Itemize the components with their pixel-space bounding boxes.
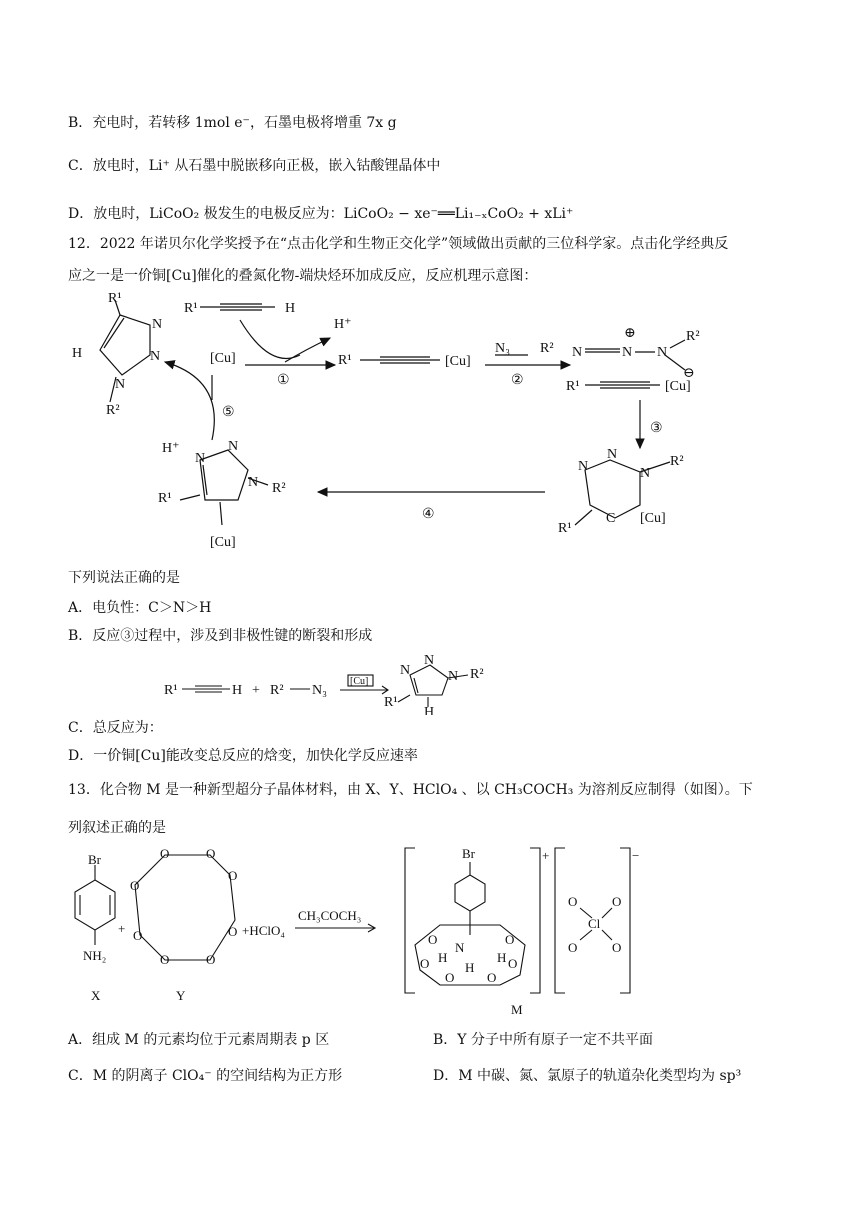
svg-text:R²: R²	[270, 683, 284, 698]
svg-text:H: H	[497, 950, 507, 965]
svg-text:Cl: Cl	[588, 916, 601, 931]
svg-text:H⁺: H⁺	[162, 441, 180, 456]
svg-text:N: N	[228, 439, 239, 454]
svg-text:N: N	[622, 345, 633, 360]
svg-text:C: C	[606, 511, 616, 526]
svg-text:−: −	[632, 848, 640, 863]
svg-text:R²: R²	[106, 403, 120, 418]
svg-text:H: H	[465, 960, 475, 975]
svg-text:①: ①	[277, 373, 290, 388]
svg-text:[Cu]: [Cu]	[210, 535, 236, 550]
svg-text:+HClO₄: +HClO₄	[242, 923, 285, 938]
svg-text:N: N	[657, 345, 668, 360]
q13-option-d: D．M 中碳、氮、氯原子的轨道杂化类型均为 sp³	[433, 1068, 742, 1084]
svg-text:N: N	[152, 317, 163, 332]
q13-option-c: C．M 的阴离子 ClO₄⁻ 的空间结构为正方形	[68, 1068, 343, 1084]
svg-text:H: H	[424, 705, 435, 715]
svg-text:O: O	[160, 952, 170, 967]
svg-text:④: ④	[422, 507, 435, 522]
q12-stem-line1: 12．2022 年诺贝尔化学奖授予在“点击化学和生物正交化学”领域做出贡献的三位科学家。点击化学经典反	[68, 236, 729, 252]
svg-text:O: O	[133, 928, 143, 943]
svg-text:NH₂: NH₂	[83, 948, 107, 963]
svg-text:O: O	[160, 846, 170, 861]
svg-text:N₃: N₃	[495, 341, 510, 356]
svg-text:+: +	[542, 848, 550, 863]
svg-text:O: O	[206, 952, 216, 967]
svg-text:O: O	[228, 924, 238, 939]
q12-question: 下列说法正确的是	[68, 570, 180, 586]
svg-text:O: O	[420, 956, 430, 971]
svg-text:N: N	[115, 377, 126, 392]
svg-text:Y: Y	[176, 988, 186, 1003]
svg-text:③: ③	[650, 421, 663, 436]
q11-option-b: B．充电时，若转移 1mol e⁻，石墨电极将增重 7x g	[68, 115, 397, 131]
svg-text:Br: Br	[88, 852, 101, 867]
svg-text:O: O	[612, 894, 622, 909]
svg-text:O: O	[228, 868, 238, 883]
svg-text:②: ②	[511, 373, 524, 388]
svg-text:+: +	[118, 921, 126, 936]
q13-stem-line1: 13．化合物 M 是一种新型超分子晶体材料，由 X、Y、HClO₄ 、以 CH₃COCH₃ 为溶剂反应制得（如图）。下	[68, 782, 753, 798]
svg-text:[Cu]: [Cu]	[445, 354, 471, 369]
svg-text:R¹: R¹	[566, 379, 580, 394]
svg-text:R²: R²	[686, 329, 700, 344]
svg-text:H⁺: H⁺	[334, 317, 352, 332]
svg-text:H: H	[285, 301, 296, 316]
svg-text:N: N	[578, 459, 589, 474]
svg-text:O: O	[612, 940, 622, 955]
svg-text:+: +	[252, 683, 260, 698]
svg-text:O: O	[445, 970, 455, 985]
svg-text:H: H	[232, 683, 243, 698]
svg-text:O: O	[428, 932, 438, 947]
q12-option-a: A．电负性：C＞N＞H	[68, 600, 212, 616]
svg-text:N: N	[640, 466, 651, 481]
svg-text:Br: Br	[462, 846, 475, 861]
svg-text:N: N	[455, 940, 465, 955]
svg-text:O: O	[130, 878, 140, 893]
svg-text:H: H	[438, 950, 448, 965]
svg-text:⑤: ⑤	[222, 405, 235, 420]
svg-text:X: X	[91, 988, 101, 1003]
q13-stem-line2: 列叙述正确的是	[68, 820, 166, 836]
svg-text:R²: R²	[670, 454, 684, 469]
svg-text:N: N	[448, 669, 459, 684]
q12-option-c: C．总反应为：	[68, 720, 163, 736]
svg-text:R¹: R¹	[108, 291, 122, 306]
svg-text:R¹: R¹	[338, 353, 352, 368]
svg-text:R²: R²	[470, 667, 484, 682]
svg-text:N: N	[572, 345, 583, 360]
svg-text:H: H	[72, 346, 83, 361]
svg-text:N: N	[607, 447, 618, 462]
svg-text:O: O	[568, 894, 578, 909]
svg-text:N: N	[248, 475, 259, 490]
svg-text:CH₃COCH₃: CH₃COCH₃	[298, 908, 362, 923]
svg-text:O: O	[505, 932, 515, 947]
svg-text:N₃: N₃	[312, 683, 327, 698]
svg-text:⊕: ⊕	[624, 326, 636, 341]
q11-option-d: D．放电时，LiCoO₂ 极发生的电极反应为：LiCoO₂ − xe⁻══Li₁₋ₓCoO₂ + xLi⁺	[68, 206, 574, 222]
q13-option-b: B．Y 分子中所有原子一定不共平面	[433, 1032, 653, 1048]
svg-text:O: O	[568, 940, 578, 955]
svg-text:R²: R²	[272, 481, 286, 496]
svg-text:[Cu]: [Cu]	[640, 511, 666, 526]
svg-text:⊖: ⊖	[683, 366, 695, 381]
svg-text:R¹: R¹	[164, 683, 178, 698]
svg-text:[Cu]: [Cu]	[210, 351, 236, 366]
svg-text:[Cu]: [Cu]	[665, 379, 691, 394]
q12-option-d: D．一价铜[Cu]能改变总反应的焓变，加快化学反应速率	[68, 748, 418, 764]
svg-text:R¹: R¹	[558, 521, 572, 536]
svg-text:R¹: R¹	[384, 695, 398, 710]
svg-text:R¹: R¹	[184, 301, 198, 316]
q12-option-b: B．反应③过程中，涉及到非极性键的断裂和形成	[68, 628, 373, 644]
svg-text:N: N	[400, 663, 411, 678]
svg-text:R²: R²	[540, 341, 554, 356]
svg-text:O: O	[487, 970, 497, 985]
svg-text:M: M	[511, 1002, 523, 1017]
svg-text:[Cu]: [Cu]	[350, 676, 369, 687]
svg-text:O: O	[206, 846, 216, 861]
q12-stem-line2: 应之一是一价铜[Cu]催化的叠氮化物-端炔烃环加成反应，反应机理示意图：	[68, 268, 538, 284]
svg-text:N: N	[424, 653, 435, 668]
q13-option-a: A．组成 M 的元素均位于元素周期表 p 区	[68, 1032, 330, 1048]
svg-text:N: N	[150, 349, 161, 364]
svg-text:N: N	[195, 451, 206, 466]
svg-text:R¹: R¹	[158, 491, 172, 506]
svg-text:O: O	[508, 956, 518, 971]
q11-option-c: C．放电时，Li⁺ 从石墨中脱嵌移向正极，嵌入钴酸锂晶体中	[68, 158, 441, 174]
